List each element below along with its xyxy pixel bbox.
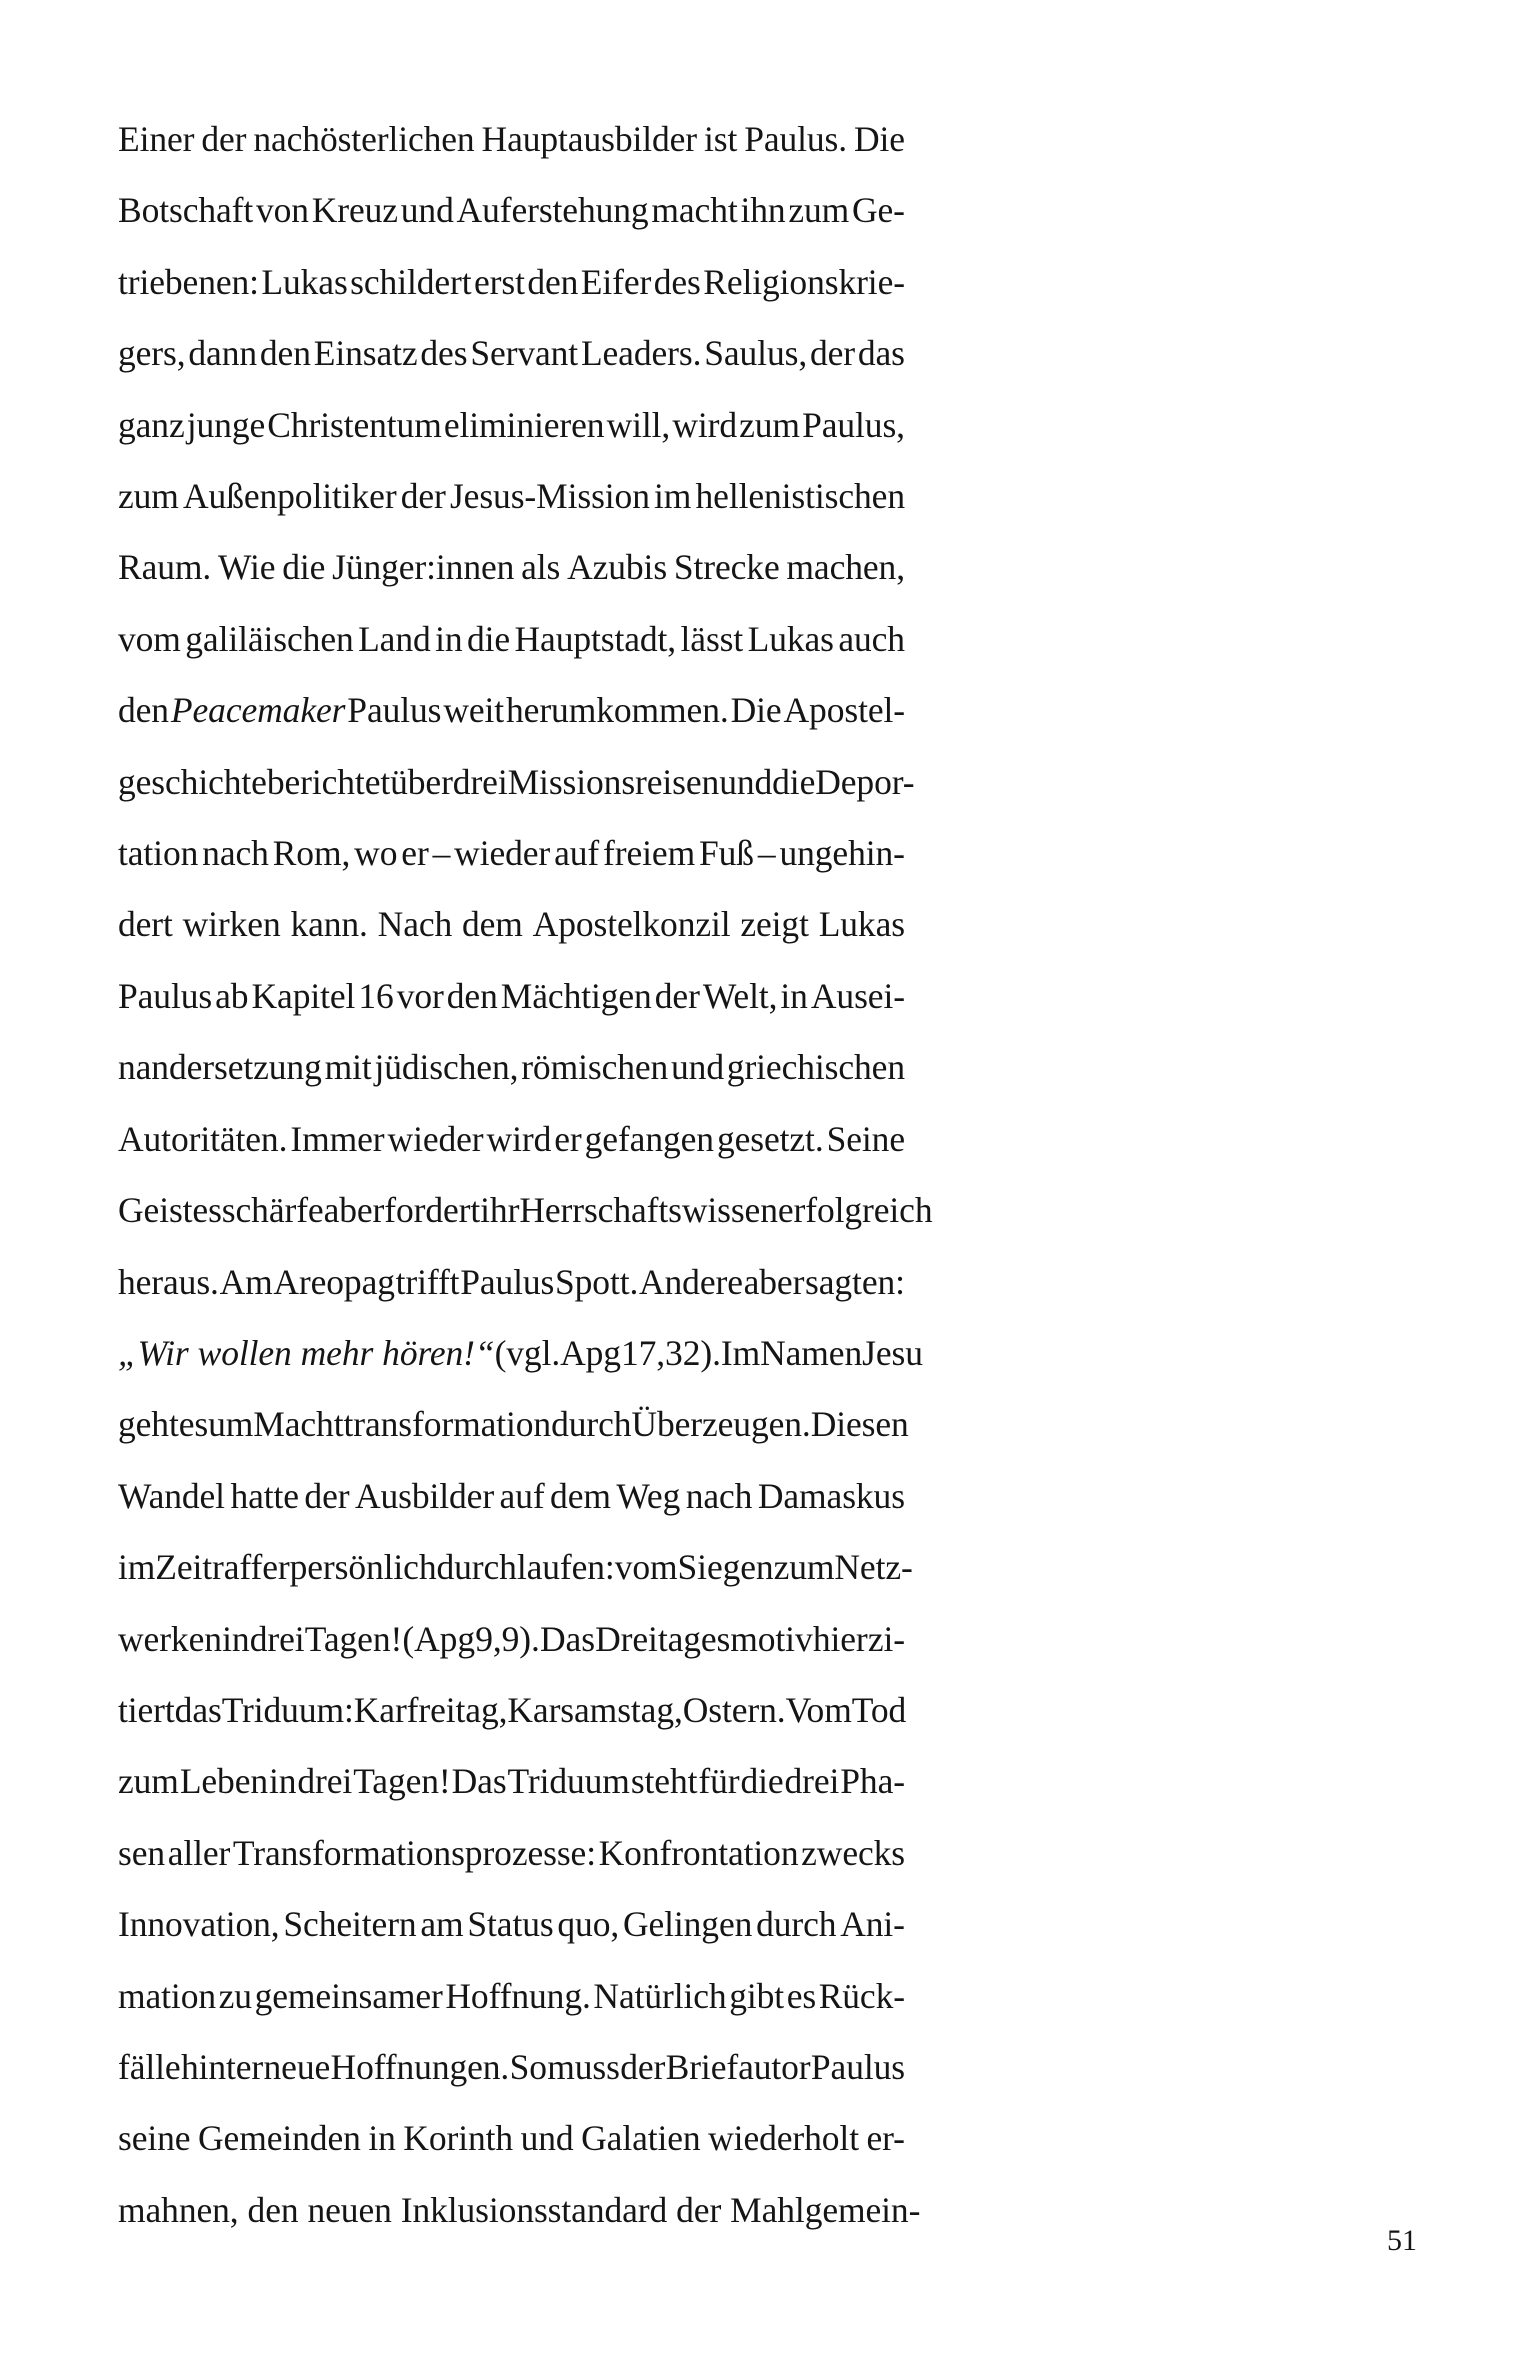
text-word: mahnen, bbox=[118, 2189, 239, 2230]
text-word: Immer bbox=[290, 1118, 385, 1159]
text-word: in bbox=[368, 2118, 396, 2159]
text-word: Konfrontation bbox=[598, 1832, 799, 1873]
text-word: hinter bbox=[180, 2046, 264, 2087]
text-word: es bbox=[786, 1975, 817, 2016]
text-word: er- bbox=[866, 2118, 905, 2159]
text-word: Nach bbox=[377, 904, 453, 945]
text-word: So bbox=[509, 2046, 547, 2087]
text-word: das bbox=[174, 1689, 222, 1730]
word-space bbox=[392, 2175, 401, 2246]
text-word: die bbox=[740, 1761, 784, 1802]
text-word: Die bbox=[730, 690, 782, 731]
word-space bbox=[239, 2175, 248, 2246]
text-word: von bbox=[255, 190, 309, 231]
text-word: und bbox=[719, 761, 773, 802]
text-word: nach bbox=[685, 1475, 753, 1516]
text-word: den bbox=[259, 333, 311, 374]
text-word: jüdischen, bbox=[374, 1047, 519, 1088]
text-word: in bbox=[222, 1618, 250, 1659]
text-word: sagten: bbox=[805, 1261, 905, 1302]
text-word: Rück- bbox=[818, 1975, 905, 2016]
text-word: drei bbox=[297, 1761, 353, 1802]
text-word: als bbox=[521, 547, 561, 588]
text-word: Strecke bbox=[673, 547, 780, 588]
text-word: durch bbox=[551, 1404, 632, 1445]
text-word: Ani- bbox=[840, 1904, 905, 1945]
text-word: zum bbox=[739, 404, 800, 445]
text-word: des bbox=[420, 333, 468, 374]
text-word: auf bbox=[499, 1475, 545, 1516]
text-word: werken bbox=[118, 1618, 222, 1659]
text-line bbox=[118, 747, 915, 818]
text-word: geschichte bbox=[118, 761, 267, 802]
text-word: durch bbox=[756, 1904, 837, 1945]
text-word: vor bbox=[396, 975, 444, 1016]
text-word: Paulus bbox=[347, 690, 442, 731]
text-word: er bbox=[401, 833, 429, 874]
text-line bbox=[118, 1889, 905, 1960]
text-word: Siegen bbox=[677, 1547, 774, 1588]
text-word: Lukas bbox=[818, 904, 905, 945]
text-word: Paulus bbox=[118, 975, 213, 1016]
text-word: Am bbox=[219, 1261, 273, 1302]
text-word: hier bbox=[812, 1618, 868, 1659]
text-word: Raum. bbox=[118, 547, 212, 588]
text-word: Hoffnungen. bbox=[330, 2046, 510, 2087]
text-word: in bbox=[780, 975, 808, 1016]
text-word: im bbox=[118, 1547, 156, 1588]
text-word: weit bbox=[443, 690, 505, 731]
text-word: triebenen: bbox=[118, 261, 259, 302]
text-line bbox=[118, 461, 905, 532]
text-word: Tod bbox=[851, 1689, 907, 1730]
text-word: ist bbox=[703, 119, 738, 159]
text-word: hellenistischen bbox=[695, 476, 905, 517]
text-word: Namen bbox=[760, 1332, 863, 1373]
text-word: freiem bbox=[603, 833, 696, 874]
text-word: Jünger:innen bbox=[332, 547, 515, 588]
text-word: Natürlich bbox=[593, 1975, 727, 2016]
text-word: römischen bbox=[521, 1047, 669, 1088]
text-word: Wie bbox=[218, 547, 276, 588]
text-word: und bbox=[671, 1047, 724, 1088]
text-word: die bbox=[282, 547, 326, 588]
text-word: aber bbox=[323, 1190, 385, 1231]
text-word: und bbox=[520, 2118, 574, 2159]
text-word: nach bbox=[202, 833, 269, 874]
text-word: eliminieren bbox=[443, 404, 605, 445]
text-word: der bbox=[201, 119, 247, 159]
text-word: berichtet bbox=[266, 761, 391, 802]
text-word: Galatien bbox=[581, 2118, 701, 2159]
text-word: Im bbox=[720, 1332, 761, 1373]
text-word: galiläischen bbox=[185, 618, 354, 659]
text-word: in bbox=[435, 618, 463, 659]
text-word: Land bbox=[358, 618, 431, 659]
body-text bbox=[118, 104, 933, 2246]
text-word: wieder bbox=[454, 833, 551, 874]
text-word: in bbox=[269, 1761, 297, 1802]
text-word: Inklusionsstandard bbox=[400, 2189, 668, 2230]
text-word: tation bbox=[118, 833, 199, 874]
text-line bbox=[118, 675, 905, 746]
text-word: Außenpolitiker bbox=[183, 476, 397, 517]
text-word: Ge- bbox=[851, 190, 905, 231]
text-line bbox=[118, 1032, 905, 1103]
text-word: Karfreitag, bbox=[353, 1689, 508, 1730]
text-word: Ausbilder bbox=[354, 1475, 495, 1516]
text-word: nandersetzung bbox=[118, 1047, 322, 1088]
text-word: Hauptausbilder bbox=[481, 119, 698, 159]
text-word: herumkommen. bbox=[506, 690, 729, 731]
text-line bbox=[118, 1961, 905, 2032]
text-line bbox=[118, 818, 905, 889]
text-word: Hoffnung. bbox=[445, 1975, 591, 2016]
text-word: Jesus-Mission bbox=[449, 476, 650, 517]
text-word: Einer bbox=[118, 119, 195, 159]
text-word: Spott. bbox=[555, 1261, 639, 1302]
text-word: Missionsreisen bbox=[507, 761, 720, 802]
text-word: zeigt bbox=[740, 904, 809, 945]
text-word: Weg bbox=[616, 1475, 681, 1516]
text-word: Rom, bbox=[272, 833, 351, 874]
text-word: Peacemaker bbox=[170, 690, 346, 731]
text-word: Apostelkonzil bbox=[532, 904, 731, 945]
text-word: den bbox=[118, 690, 169, 731]
text-word: muss bbox=[547, 2046, 620, 2087]
text-word: vom bbox=[118, 618, 181, 659]
text-word: fordert bbox=[384, 1190, 481, 1231]
text-word: ganz bbox=[118, 404, 185, 445]
text-word: Mahlgemein- bbox=[730, 2189, 921, 2230]
text-word: Leben bbox=[179, 1761, 269, 1802]
text-line bbox=[118, 961, 905, 1032]
text-word: zum bbox=[788, 190, 850, 231]
text-word: gemeinsamer bbox=[254, 1975, 443, 2016]
text-word: Kreuz bbox=[311, 190, 398, 231]
text-word: ungehin- bbox=[779, 833, 905, 874]
text-word: Kapitel bbox=[251, 975, 356, 1016]
text-word: der bbox=[809, 333, 855, 374]
text-word: gers, bbox=[118, 333, 186, 374]
text-line bbox=[118, 247, 905, 318]
text-word: Seine bbox=[826, 1118, 905, 1159]
text-word: Scheitern bbox=[283, 1904, 417, 1945]
text-word: Triduum: bbox=[221, 1689, 354, 1730]
text-word: griechischen bbox=[726, 1047, 905, 1088]
text-line bbox=[118, 1247, 905, 1318]
word-space bbox=[667, 2175, 676, 2246]
text-word: zum bbox=[773, 1547, 835, 1588]
word-space bbox=[299, 2175, 308, 2246]
text-line bbox=[118, 1675, 905, 1746]
text-word: die bbox=[772, 761, 816, 802]
text-word: Paulus bbox=[460, 1261, 555, 1302]
text-word: erst bbox=[474, 261, 525, 302]
text-line bbox=[118, 104, 905, 175]
text-word: der bbox=[620, 2046, 666, 2087]
text-word: wird bbox=[486, 1118, 552, 1159]
text-word: über bbox=[390, 761, 453, 802]
text-word: Paulus bbox=[810, 2046, 905, 2087]
text-word: dert bbox=[118, 904, 173, 945]
text-word: Lukas bbox=[747, 618, 834, 659]
text-word: mit bbox=[324, 1047, 372, 1088]
text-word: macht bbox=[651, 190, 738, 231]
text-word: gefangen bbox=[584, 1118, 714, 1159]
text-word: ihr bbox=[480, 1190, 520, 1231]
text-word: 16 bbox=[358, 975, 394, 1016]
text-word: Paulus, bbox=[802, 404, 905, 445]
text-word: hatte bbox=[230, 1475, 299, 1516]
text-word: Fuß bbox=[699, 833, 754, 874]
text-word: der bbox=[654, 975, 700, 1016]
text-line bbox=[118, 390, 905, 461]
text-line bbox=[118, 1746, 905, 1817]
text-word: der bbox=[304, 1475, 350, 1516]
text-word: aller bbox=[167, 1832, 231, 1873]
text-word: quo, bbox=[557, 1904, 620, 1945]
text-word: Die bbox=[854, 119, 905, 159]
text-word: Diesen bbox=[810, 1404, 909, 1445]
text-word: Briefautor bbox=[665, 2046, 811, 2087]
text-word: Botschaft bbox=[118, 190, 254, 231]
text-word: durchlaufen: bbox=[436, 1547, 615, 1588]
text-line bbox=[118, 1318, 923, 1389]
text-line bbox=[118, 1604, 905, 1675]
text-word: Servant bbox=[470, 333, 579, 374]
text-word: fälle bbox=[118, 2046, 181, 2087]
text-word: Tagen! bbox=[304, 1618, 403, 1659]
text-word: heraus. bbox=[118, 1261, 219, 1302]
text-word: zum bbox=[118, 1761, 179, 1802]
text-word: der bbox=[676, 2189, 722, 2230]
text-word: gibt bbox=[729, 1975, 785, 2016]
text-line bbox=[118, 2103, 905, 2174]
text-line bbox=[118, 1461, 905, 1532]
text-word: die bbox=[466, 618, 511, 659]
text-word: Auferstehung bbox=[456, 190, 649, 231]
text-word: Gemeinden bbox=[198, 2118, 361, 2159]
text-word: Ostern. bbox=[682, 1689, 786, 1730]
text-word: Paulus. bbox=[744, 119, 848, 159]
text-word: Damaskus bbox=[757, 1475, 905, 1516]
text-word: steht bbox=[630, 1761, 698, 1802]
text-word: für bbox=[698, 1761, 740, 1802]
word-space bbox=[721, 2175, 730, 2246]
text-word: dem bbox=[462, 904, 523, 945]
text-word: Autoritäten. bbox=[118, 1118, 288, 1159]
text-word: Saulus, bbox=[704, 333, 808, 374]
text-word: Das bbox=[451, 1761, 507, 1802]
text-word: seine bbox=[118, 2118, 191, 2159]
text-word: Azubis bbox=[567, 547, 668, 588]
text-word: das bbox=[857, 333, 905, 374]
text-word: den bbox=[446, 975, 498, 1016]
text-word: junge bbox=[186, 404, 266, 445]
text-word: wird bbox=[672, 404, 737, 445]
text-word: (Apg bbox=[402, 1618, 475, 1659]
text-word: Pha- bbox=[840, 1761, 905, 1802]
text-word: Gelingen bbox=[622, 1904, 753, 1945]
text-word: den bbox=[527, 261, 579, 302]
text-word: neuen bbox=[307, 2189, 392, 2230]
text-word: sen bbox=[118, 1832, 166, 1873]
text-word: Depor- bbox=[815, 761, 915, 802]
text-word: drei bbox=[452, 761, 508, 802]
text-word: will, bbox=[606, 404, 671, 445]
text-word: Andere bbox=[639, 1261, 743, 1302]
text-word: der bbox=[400, 476, 446, 517]
text-word: des bbox=[653, 261, 701, 302]
text-word: wirken bbox=[182, 904, 281, 945]
page-number: 51 bbox=[1387, 2224, 1417, 2257]
text-word: er bbox=[554, 1118, 582, 1159]
text-word: wo bbox=[354, 833, 398, 874]
text-word: Leaders. bbox=[580, 333, 702, 374]
text-word: erfolgreich bbox=[777, 1190, 933, 1231]
text-word: – bbox=[432, 833, 451, 874]
text-word: zi- bbox=[867, 1618, 905, 1659]
text-word: und bbox=[400, 190, 454, 231]
text-word: mation bbox=[118, 1975, 216, 2016]
text-word: Hauptstadt, bbox=[514, 618, 677, 659]
text-word: auf bbox=[554, 833, 600, 874]
text-word: Netz- bbox=[834, 1547, 913, 1588]
text-word: geht bbox=[118, 1404, 179, 1445]
text-line bbox=[118, 1389, 909, 1460]
text-word: 9,9). bbox=[475, 1618, 540, 1659]
text-line bbox=[118, 1104, 905, 1175]
text-word: Herrschaftswissen bbox=[519, 1190, 778, 1231]
text-word: ab bbox=[215, 975, 249, 1016]
text-word: Dreitagesmotiv bbox=[595, 1618, 813, 1659]
text-word: Wandel bbox=[118, 1475, 225, 1516]
text-word: es bbox=[178, 1404, 209, 1445]
text-line bbox=[118, 2032, 905, 2103]
text-line bbox=[118, 889, 905, 960]
text-word: vom bbox=[614, 1547, 678, 1588]
text-word: persönlich bbox=[289, 1547, 437, 1588]
text-word: auch bbox=[838, 618, 905, 659]
text-word: Christentum bbox=[267, 404, 442, 445]
text-word: wieder bbox=[387, 1118, 484, 1159]
text-word: aber bbox=[743, 1261, 805, 1302]
text-word: nachösterlichen bbox=[253, 119, 475, 159]
text-word: „Wir wollen mehr hören!“ bbox=[118, 1332, 495, 1373]
text-word: ihn bbox=[740, 190, 786, 231]
text-line bbox=[118, 2175, 921, 2246]
text-word: 17,32). bbox=[620, 1332, 721, 1373]
text-word: gesetzt. bbox=[716, 1118, 824, 1159]
text-word: Apg bbox=[560, 1332, 621, 1373]
text-word: Areopag bbox=[273, 1261, 395, 1302]
text-word: Karsamstag, bbox=[507, 1689, 683, 1730]
text-word: machen, bbox=[786, 547, 905, 588]
text-word: Korinth bbox=[403, 2118, 514, 2159]
text-word: schildert bbox=[350, 261, 472, 302]
text-word: Transformationsprozesse: bbox=[232, 1832, 596, 1873]
text-line bbox=[118, 604, 905, 675]
text-word: zum bbox=[118, 476, 179, 517]
text-word: Religionskrie- bbox=[703, 261, 905, 302]
text-line bbox=[118, 1818, 905, 1889]
text-word: Das bbox=[540, 1618, 595, 1659]
text-word: dann bbox=[188, 333, 258, 374]
text-word: tiert bbox=[118, 1689, 175, 1730]
text-word: lässt bbox=[680, 618, 744, 659]
text-word: (vgl. bbox=[494, 1332, 561, 1373]
text-word: um bbox=[208, 1404, 254, 1445]
text-word: Einsatz bbox=[313, 333, 418, 374]
text-word: Mächtigen bbox=[500, 975, 652, 1016]
text-word: trifft bbox=[395, 1261, 460, 1302]
text-word: neue bbox=[263, 2046, 331, 2087]
text-word: zwecks bbox=[801, 1832, 905, 1873]
text-line bbox=[118, 1175, 933, 1246]
text-word: am bbox=[420, 1904, 464, 1945]
text-line bbox=[118, 532, 905, 603]
text-word: im bbox=[654, 476, 692, 517]
text-word: Lukas bbox=[261, 261, 348, 302]
text-word: drei bbox=[784, 1761, 840, 1802]
text-line bbox=[118, 175, 905, 246]
text-word: Welt, bbox=[702, 975, 778, 1016]
text-word: kann. bbox=[290, 904, 368, 945]
text-word: Innovation, bbox=[118, 1904, 280, 1945]
text-word: Ausei- bbox=[810, 975, 905, 1016]
text-word: Zeitraffer bbox=[155, 1547, 290, 1588]
text-word: Triduum bbox=[507, 1761, 630, 1802]
text-line bbox=[118, 1532, 913, 1603]
text-word: Machttransformation bbox=[253, 1404, 552, 1445]
text-word: Eifer bbox=[580, 261, 652, 302]
text-word: wiederholt bbox=[708, 2118, 859, 2159]
text-word: Überzeugen. bbox=[631, 1404, 811, 1445]
text-word: drei bbox=[249, 1618, 305, 1659]
text-word: Geistesschärfe bbox=[118, 1190, 324, 1231]
text-word: – bbox=[757, 833, 776, 874]
text-word: Tagen! bbox=[353, 1761, 451, 1802]
text-word: dem bbox=[550, 1475, 611, 1516]
text-word: Apostel- bbox=[783, 690, 905, 731]
text-word: zu bbox=[218, 1975, 252, 2016]
text-word: Vom bbox=[785, 1689, 852, 1730]
text-word: Jesu bbox=[862, 1332, 923, 1373]
text-word: Status bbox=[467, 1904, 554, 1945]
text-line bbox=[118, 318, 905, 389]
text-word: den bbox=[247, 2189, 299, 2230]
